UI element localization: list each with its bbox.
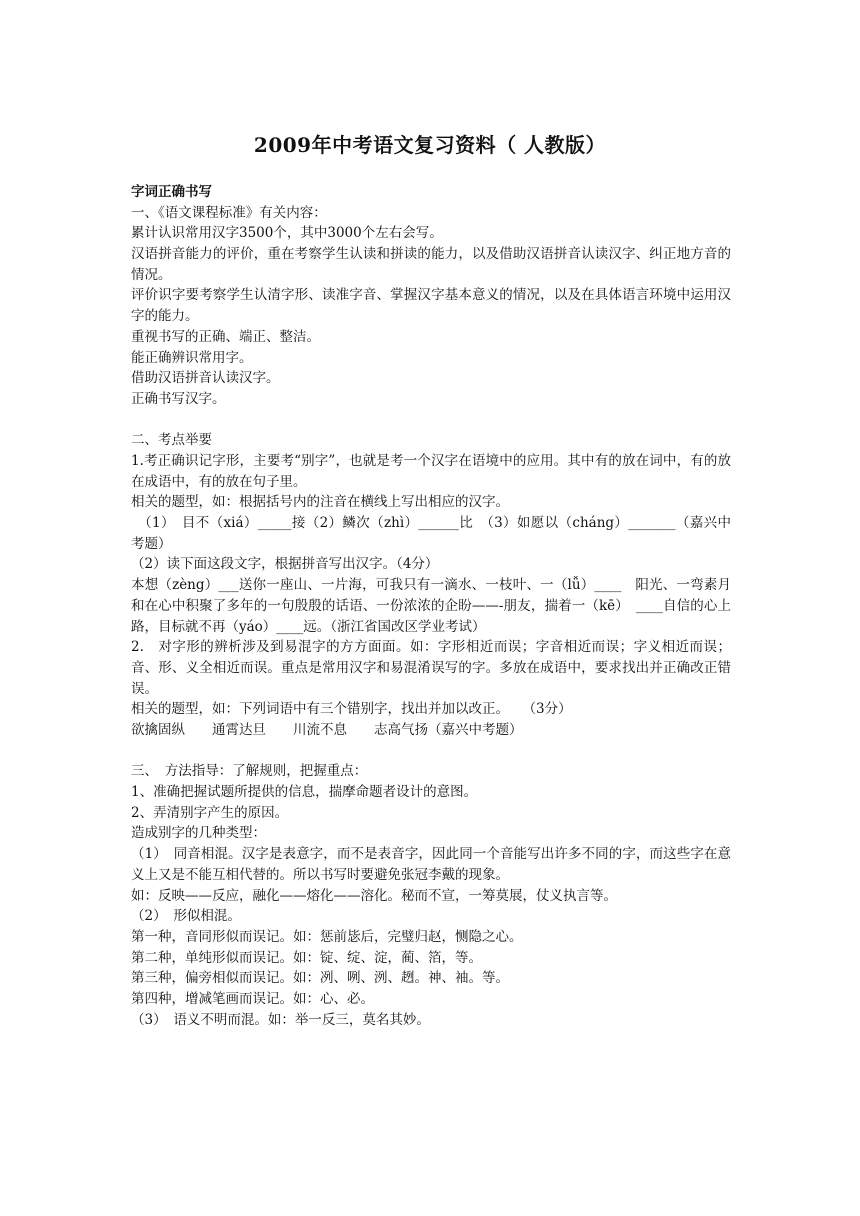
paragraph-line: 1、准确把握试题所提供的信息，揣摩命题者设计的意图。 xyxy=(131,784,478,801)
paragraph-line: 借助汉语拼音认读汉字。 xyxy=(131,370,280,387)
paragraph-line: 第一种，音同形似而误记。如：惩前毖后，完璧归赵，恻隐之心。 xyxy=(131,928,523,945)
paragraph-line: 第二种，单纯形似而误记。如：锭、绽、淀，蔺、箔，等。 xyxy=(131,949,482,966)
paragraph-line: 欲擒固纵 通霄达旦 川流不息 志高气扬（嘉兴中考题） xyxy=(131,722,523,738)
document-body xyxy=(131,182,731,1030)
paragraph-line: 第四种，增减笔画而误记。如：心、必。 xyxy=(131,990,374,1007)
document-title: 2009年中考语文复习资料（ 人教版） xyxy=(253,133,607,157)
paragraph-line: 1.考正确识记字形，主要考“别字”，也就是考一个汉字在语境中的应用。其中有的放在词中，有的放在成语中，有的放在句子里。 xyxy=(131,452,731,490)
paragraph-line: 第三种，偏旁相似而误记。如：冽、咧、洌、趔。神、袖。等。 xyxy=(131,970,509,987)
paragraph-line: （2） 形似相混。 xyxy=(131,908,241,925)
paragraph-line: 二、考点举要 xyxy=(131,432,212,449)
paragraph-line: 2、弄清别字产生的原因。 xyxy=(131,804,289,821)
paragraph-line: 正确书写汉字。 xyxy=(131,390,226,407)
paragraph-line: 一、《语文课程标准》有关内容： xyxy=(131,204,327,221)
paragraph-line: 三、 方法指导：了解规则，把握重点： xyxy=(131,763,368,780)
paragraph-line: 能正确辨识常用字。 xyxy=(131,349,253,366)
blank-line xyxy=(131,410,731,431)
paragraph-line: 本想（zèng）___送你一座山、一片海，可我只有一滴水、一枝叶、一（lǚ）____ 阳光、一弯素月和在心中积聚了多年的一句殷殷的话语、一份浓浓的企盼——-朋友，揣着一（kē） ____自信的心上路，目标就不再（yáo）____远。（浙江省国改区学业考试） xyxy=(131,577,731,635)
paragraph-line: （1） 同音相混。汉字是表意字，而不是表音字，因此同一个音能写出许多不同的字，而这些字在意义上又是不能互相代替的。所以书写时要避免张冠李戴的现象。 xyxy=(131,846,731,883)
paragraph-line: 汉语拼音能力的评价，重在考察学生认读和拼读的能力，以及借助汉语拼音认读汉字、纠正地方音的情况。 xyxy=(131,246,731,283)
paragraph-line: （2）读下面这段文字，根据拼音写出汉字。（4分） xyxy=(131,556,439,573)
paragraph-line: 累计认识常用汉字3500个，其中3000个左右会写。 xyxy=(131,225,443,242)
paragraph-line: 重视书写的正确、端正、整洁。 xyxy=(131,328,320,345)
paragraph-line: 造成别字的几种类型： xyxy=(131,825,266,842)
paragraph-line: 相关的题型，如：根据括号内的注音在横线上写出相应的汉字。 xyxy=(131,494,509,511)
paragraph-line: 相关的题型，如：下列词语中有三个错别字，找出并加以改正。 （3分） xyxy=(131,701,572,718)
paragraph-line: 字词正确书写 xyxy=(131,184,212,200)
paragraph-line: 评价识字要考察学生认清字形、读准字音、掌握汉字基本意义的情况，以及在具体语言环境中运用汉字的能力。 xyxy=(131,287,731,325)
paragraph-line: （3） 语义不明而混。如：举一反三，莫名其妙。 xyxy=(131,1011,430,1028)
paragraph-line: 如：反映——反应，融化——熔化——溶化。秘而不宣，一筹莫展，仗义执言等。 xyxy=(131,887,617,904)
blank-line xyxy=(131,741,731,762)
paragraph-line: （1） 目不（xiá）_____接（2）鳞次（zhì）______比 （3）如愿以（cháng）_______（嘉兴中考题） xyxy=(131,515,731,552)
paragraph-line: 2. 对字形的辨析涉及到易混字的方方面面。如：字形相近而误；字音相近而误；字义相近而误；音、形、义全相近而误。重点是常用汉字和易混淆误写的字。多放在成语中，要求找出并正确改正错误。 xyxy=(131,639,731,697)
